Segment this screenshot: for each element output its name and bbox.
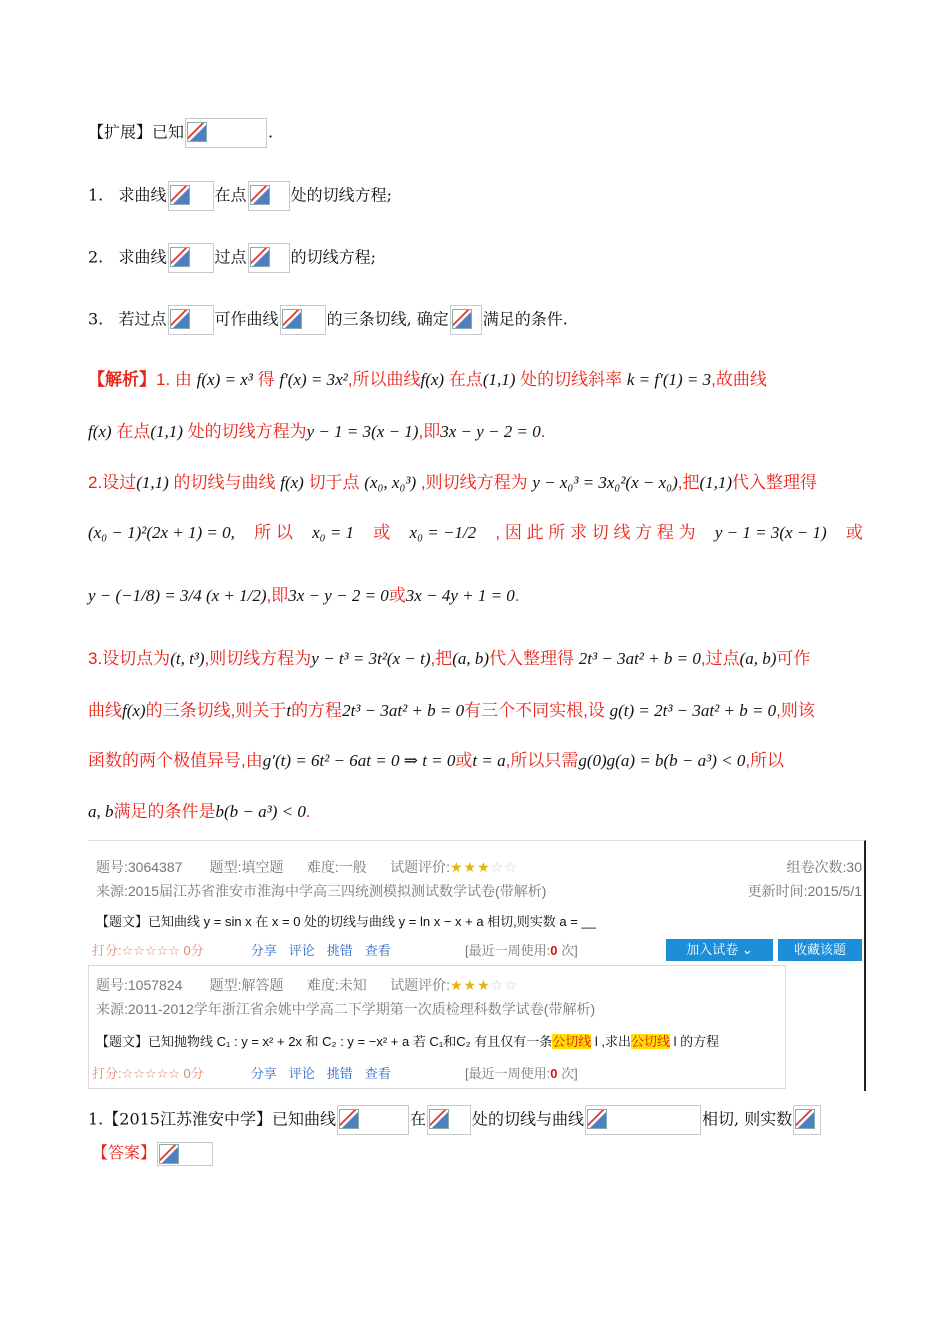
formula-image bbox=[168, 305, 214, 335]
broken-image-icon bbox=[250, 247, 270, 267]
formula-image bbox=[248, 181, 290, 211]
solution-line-4: (x₀ − 1)²(2x + 1) = 0, 所 以 x₀ = 1 或 x₀ = −1/2 , 因 此 所 求 切 线 方 程 为 y − 1 = 3(x − 1) 或 bbox=[88, 523, 863, 542]
rating-stars: ★★★☆☆ bbox=[450, 977, 518, 993]
broken-image-icon bbox=[170, 185, 190, 205]
formula-image bbox=[337, 1105, 409, 1135]
broken-image-icon bbox=[250, 185, 270, 205]
q1-action-row: 打分:☆☆☆☆☆ 0分 分享 评论 挑错 查看 bbox=[92, 943, 391, 958]
report-error-link[interactable]: 挑错 bbox=[326, 1066, 353, 1081]
broken-image-icon bbox=[795, 1109, 815, 1129]
report-error-link[interactable]: 挑错 bbox=[326, 943, 353, 958]
broken-image-icon bbox=[170, 309, 190, 329]
broken-image-icon bbox=[170, 247, 190, 267]
view-link[interactable]: 查看 bbox=[364, 1066, 391, 1081]
solution-line-6: 3.设切点为(t, t³),则切线方程为y − t³ = 3t²(x − t),把(a, b)代入整理得 2t³ − 3at² + b = 0,过点(a, b)可作 bbox=[88, 649, 811, 668]
question-panel bbox=[88, 840, 866, 1091]
q2-action-row: 打分:☆☆☆☆☆ 0分 分享 评论 挑错 查看 bbox=[92, 1066, 391, 1081]
comment-link[interactable]: 评论 bbox=[288, 1066, 315, 1081]
solution-line-2: f(x) 在点(1,1) 处的切线方程为y − 1 = 3(x − 1),即3x − y − 2 = 0. bbox=[88, 422, 546, 441]
favorite-button[interactable]: 收藏该题 bbox=[778, 939, 862, 961]
formula-image bbox=[248, 243, 290, 273]
q1-count: 组卷次数:30 bbox=[786, 859, 862, 875]
answer-line: 【答案】 bbox=[92, 1141, 214, 1166]
q1-update-time: 更新时间:2015/5/1 bbox=[747, 883, 862, 899]
formula-image bbox=[185, 118, 267, 148]
solution-line-1: 【解析】1. 由 f(x) = x³ 得 f′(x) = 3x²,所以曲线f(x) 在点(1,1) 处的切线斜率 k = f′(1) = 3,故曲线 bbox=[88, 370, 767, 389]
broken-image-icon bbox=[187, 122, 207, 142]
solution-line-3: 2.设过(1,1) 的切线与曲线 f(x) 切于点 (x₀, x₀³) ,则切线方程为 y − x₀³ = 3x₀²(x − x₀),把(1,1)代入整理得 bbox=[88, 473, 818, 492]
q1-usage: [最近一周使用:0 次] bbox=[465, 943, 578, 958]
bottom-question: 1.【2015江苏淮安中学】已知曲线 在 处的切线与曲线 相切, 则实数 bbox=[88, 1105, 822, 1135]
formula-image bbox=[157, 1142, 213, 1166]
broken-image-icon bbox=[282, 309, 302, 329]
formula-image bbox=[168, 181, 214, 211]
broken-image-icon bbox=[452, 309, 472, 329]
add-to-paper-button[interactable]: 加入试卷 ⌄ bbox=[666, 939, 773, 961]
q1-meta-row: 题号:3064387 题型:填空题 难度:一般 试题评价:★★★☆☆ bbox=[96, 859, 518, 875]
broken-image-icon bbox=[429, 1109, 449, 1129]
list-item: 2. 求曲线 过点 的切线方程; bbox=[88, 243, 376, 273]
broken-image-icon bbox=[159, 1144, 179, 1164]
q2-source: 来源:2011-2012学年浙江省余姚中学高二下学期第一次质检理科数学试卷(带解析) bbox=[96, 1001, 596, 1017]
formula-image bbox=[168, 243, 214, 273]
solution-line-9: a, b满足的条件是b(b − a³) < 0. bbox=[88, 802, 311, 821]
comment-link[interactable]: 评论 bbox=[288, 943, 315, 958]
broken-image-icon bbox=[339, 1109, 359, 1129]
q2-stem: 【题文】已知抛物线 C₁ : y = x² + 2x 和 C₂ : y = −x² + a 若 C₁和C₂ 有且仅有一条公切线 l ,求出公切线 l 的方程 bbox=[96, 1034, 720, 1049]
share-link[interactable]: 分享 bbox=[250, 1066, 277, 1081]
formula-image bbox=[585, 1105, 701, 1135]
broken-image-icon bbox=[587, 1109, 607, 1129]
q2-usage: [最近一周使用:0 次] bbox=[465, 1066, 578, 1081]
solution-line-8: 函数的两个极值异号,由g′(t) = 6t² − 6at = 0 ⇒ t = 0或t = a,所以只需g(0)g(a) = b(b − a³) < 0,所以 bbox=[88, 751, 785, 770]
rating-stars: ★★★☆☆ bbox=[450, 859, 518, 875]
formula-image bbox=[793, 1105, 821, 1135]
q1-stem: 【题文】已知曲线 y = sin x 在 x = 0 处的切线与曲线 y = ln x − x + a 相切,则实数 a = __ bbox=[96, 914, 596, 929]
q1-source: 来源:2015届江苏省淮安市淮海中学高三四统测模拟测试数学试卷(带解析) bbox=[96, 883, 547, 899]
formula-image bbox=[450, 305, 482, 335]
solution-line-5: y − (−1/8) = 3/4 (x + 1/2),即3x − y − 2 = 0或3x − 4y + 1 = 0. bbox=[88, 586, 520, 605]
formula-image bbox=[280, 305, 326, 335]
share-link[interactable]: 分享 bbox=[250, 943, 277, 958]
view-link[interactable]: 查看 bbox=[364, 943, 391, 958]
chevron-down-icon: ⌄ bbox=[741, 942, 753, 957]
list-item: 3. 若过点 可作曲线 的三条切线, 确定 满足的条件. bbox=[88, 305, 568, 335]
q2-meta-row: 题号:1057824 题型:解答题 难度:未知 试题评价:★★★☆☆ bbox=[96, 977, 518, 993]
formula-image bbox=[427, 1105, 471, 1135]
list-item: 1. 求曲线 在点 处的切线方程; bbox=[88, 181, 392, 211]
solution-line-7: 曲线f(x)的三条切线,则关于t的方程2t³ − 3at² + b = 0有三个不同实根,设 g(t) = 2t³ − 3at² + b = 0,则该 bbox=[88, 701, 815, 720]
extension-line: 【扩展】已知 . bbox=[88, 118, 273, 148]
